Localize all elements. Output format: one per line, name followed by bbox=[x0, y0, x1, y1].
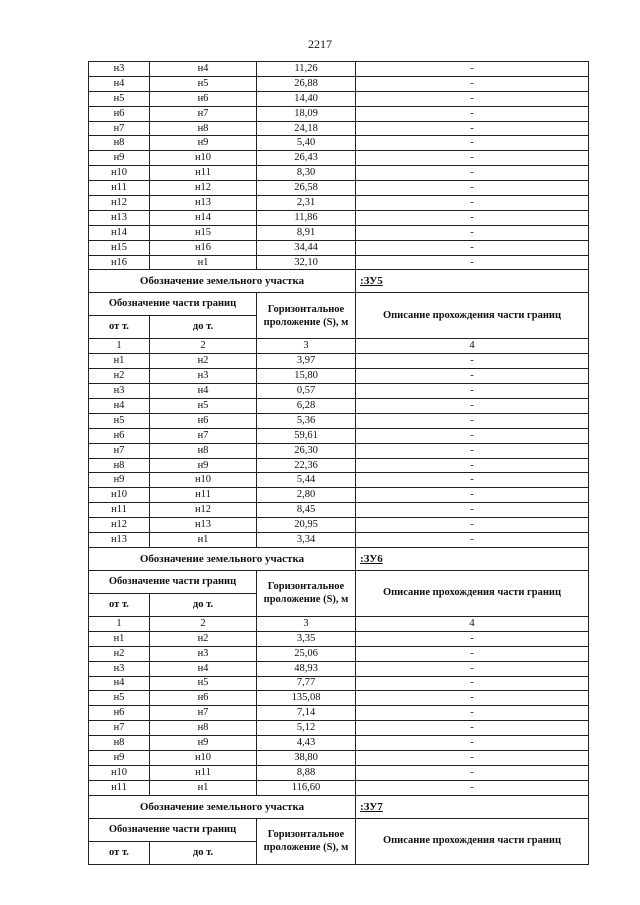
table-row bbox=[89, 646, 589, 661]
to-point-cell: н13 bbox=[150, 518, 257, 533]
description-cell: - bbox=[356, 166, 589, 181]
to-point-cell: н5 bbox=[150, 76, 257, 91]
to-point-cell: н4 bbox=[150, 62, 257, 77]
to-point-cell: н11 bbox=[150, 166, 257, 181]
column-number-row bbox=[89, 616, 589, 631]
to-point-cell: н3 bbox=[150, 369, 257, 384]
to-point-cell: н11 bbox=[150, 488, 257, 503]
from-point-cell: н3 bbox=[89, 384, 150, 399]
description-cell: - bbox=[356, 181, 589, 196]
table-row bbox=[89, 106, 589, 121]
from-point-cell: н11 bbox=[89, 503, 150, 518]
description-cell: - bbox=[356, 399, 589, 414]
distance-cell: 11,86 bbox=[257, 210, 356, 225]
plot-label: Обозначение земельного участка bbox=[89, 270, 356, 293]
to-point-cell: н7 bbox=[150, 706, 257, 721]
distance-cell: 3,97 bbox=[257, 354, 356, 369]
description-header: Описание прохождения части границ bbox=[356, 818, 589, 864]
to-point-cell: н8 bbox=[150, 443, 257, 458]
from-point-cell: н4 bbox=[89, 76, 150, 91]
distance-cell: 5,36 bbox=[257, 413, 356, 428]
from-point-cell: н10 bbox=[89, 765, 150, 780]
to-point-cell: н15 bbox=[150, 225, 257, 240]
column-number: 1 bbox=[89, 616, 150, 631]
horizontal-header: Горизонтальное проложение (S), м bbox=[257, 570, 356, 616]
from-point-cell: н12 bbox=[89, 196, 150, 211]
horizontal-header: Горизонтальное проложение (S), м bbox=[257, 293, 356, 339]
from-point-cell: н5 bbox=[89, 413, 150, 428]
description-header: Описание прохождения части границ bbox=[356, 293, 589, 339]
table-row bbox=[89, 354, 589, 369]
description-cell: - bbox=[356, 428, 589, 443]
table-row bbox=[89, 166, 589, 181]
description-cell: - bbox=[356, 488, 589, 503]
plot-code: :ЗУ6 bbox=[356, 547, 589, 570]
boundary-table-body bbox=[89, 62, 589, 865]
table-row bbox=[89, 240, 589, 255]
horizontal-header: Горизонтальное проложение (S), м bbox=[257, 818, 356, 864]
from-point-cell: н4 bbox=[89, 399, 150, 414]
from-point-cell: н3 bbox=[89, 62, 150, 77]
to-point-cell: н16 bbox=[150, 240, 257, 255]
to-point-cell: н4 bbox=[150, 661, 257, 676]
table-row bbox=[89, 443, 589, 458]
description-cell: - bbox=[356, 443, 589, 458]
distance-cell: 2,80 bbox=[257, 488, 356, 503]
table-row bbox=[89, 428, 589, 443]
distance-cell: 3,35 bbox=[257, 631, 356, 646]
description-cell: - bbox=[356, 721, 589, 736]
description-cell: - bbox=[356, 533, 589, 548]
distance-cell: 116,60 bbox=[257, 780, 356, 795]
table-row bbox=[89, 661, 589, 676]
description-cell: - bbox=[356, 225, 589, 240]
from-point-cell: н3 bbox=[89, 661, 150, 676]
to-point-cell: н6 bbox=[150, 413, 257, 428]
plot-title-row bbox=[89, 270, 589, 293]
to-point-cell: н1 bbox=[150, 780, 257, 795]
from-point-cell: н8 bbox=[89, 458, 150, 473]
from-point-cell: н8 bbox=[89, 736, 150, 751]
from-point-header: от т. bbox=[89, 593, 150, 616]
table-row bbox=[89, 369, 589, 384]
distance-cell: 135,08 bbox=[257, 691, 356, 706]
description-header: Описание прохождения части границ bbox=[356, 570, 589, 616]
distance-cell: 15,80 bbox=[257, 369, 356, 384]
to-point-cell: н10 bbox=[150, 473, 257, 488]
distance-cell: 38,80 bbox=[257, 750, 356, 765]
to-point-cell: н11 bbox=[150, 765, 257, 780]
distance-cell: 24,18 bbox=[257, 121, 356, 136]
table-row bbox=[89, 706, 589, 721]
plot-label: Обозначение земельного участка bbox=[89, 795, 356, 818]
distance-cell: 5,40 bbox=[257, 136, 356, 151]
from-point-cell: н9 bbox=[89, 750, 150, 765]
description-cell: - bbox=[356, 706, 589, 721]
table-row bbox=[89, 196, 589, 211]
to-point-cell: н5 bbox=[150, 399, 257, 414]
description-cell: - bbox=[356, 473, 589, 488]
to-point-header: до т. bbox=[150, 316, 257, 339]
description-cell: - bbox=[356, 62, 589, 77]
from-point-cell: н10 bbox=[89, 166, 150, 181]
description-cell: - bbox=[356, 765, 589, 780]
table-row bbox=[89, 533, 589, 548]
table-row bbox=[89, 225, 589, 240]
distance-cell: 20,95 bbox=[257, 518, 356, 533]
table-row bbox=[89, 384, 589, 399]
distance-cell: 11,26 bbox=[257, 62, 356, 77]
description-cell: - bbox=[356, 76, 589, 91]
to-point-cell: н10 bbox=[150, 750, 257, 765]
distance-cell: 3,34 bbox=[257, 533, 356, 548]
distance-cell: 8,88 bbox=[257, 765, 356, 780]
from-point-cell: н7 bbox=[89, 721, 150, 736]
table-row bbox=[89, 151, 589, 166]
from-point-cell: н4 bbox=[89, 676, 150, 691]
header-row bbox=[89, 293, 589, 316]
distance-cell: 14,40 bbox=[257, 91, 356, 106]
description-cell: - bbox=[356, 91, 589, 106]
table-row bbox=[89, 62, 589, 77]
part-designation-header: Обозначение части границ bbox=[89, 818, 257, 841]
distance-cell: 0,57 bbox=[257, 384, 356, 399]
distance-cell: 5,12 bbox=[257, 721, 356, 736]
description-cell: - bbox=[356, 646, 589, 661]
description-cell: - bbox=[356, 369, 589, 384]
description-cell: - bbox=[356, 458, 589, 473]
from-point-cell: н10 bbox=[89, 488, 150, 503]
to-point-cell: н2 bbox=[150, 354, 257, 369]
description-cell: - bbox=[356, 136, 589, 151]
from-point-cell: н5 bbox=[89, 91, 150, 106]
distance-cell: 26,30 bbox=[257, 443, 356, 458]
from-point-header: от т. bbox=[89, 841, 150, 864]
distance-cell: 8,91 bbox=[257, 225, 356, 240]
table-row bbox=[89, 473, 589, 488]
distance-cell: 22,36 bbox=[257, 458, 356, 473]
to-point-cell: н9 bbox=[150, 736, 257, 751]
from-point-cell: н7 bbox=[89, 121, 150, 136]
table-row bbox=[89, 750, 589, 765]
boundary-table-wrapper bbox=[88, 61, 588, 865]
from-point-cell: н6 bbox=[89, 106, 150, 121]
table-row bbox=[89, 255, 589, 270]
header-row bbox=[89, 818, 589, 841]
table-row bbox=[89, 721, 589, 736]
from-point-cell: н1 bbox=[89, 354, 150, 369]
to-point-cell: н5 bbox=[150, 676, 257, 691]
table-row bbox=[89, 91, 589, 106]
table-row bbox=[89, 210, 589, 225]
to-point-cell: н8 bbox=[150, 121, 257, 136]
description-cell: - bbox=[356, 518, 589, 533]
part-designation-header: Обозначение части границ bbox=[89, 570, 257, 593]
to-point-cell: н1 bbox=[150, 533, 257, 548]
distance-cell: 7,14 bbox=[257, 706, 356, 721]
from-point-cell: н9 bbox=[89, 473, 150, 488]
description-cell: - bbox=[356, 503, 589, 518]
distance-cell: 5,44 bbox=[257, 473, 356, 488]
table-row bbox=[89, 488, 589, 503]
distance-cell: 4,43 bbox=[257, 736, 356, 751]
column-number: 4 bbox=[356, 339, 589, 354]
column-number: 2 bbox=[150, 616, 257, 631]
from-point-cell: н2 bbox=[89, 369, 150, 384]
description-cell: - bbox=[356, 255, 589, 270]
from-point-cell: н7 bbox=[89, 443, 150, 458]
description-cell: - bbox=[356, 780, 589, 795]
table-row bbox=[89, 503, 589, 518]
distance-cell: 59,61 bbox=[257, 428, 356, 443]
table-row bbox=[89, 518, 589, 533]
table-row bbox=[89, 413, 589, 428]
from-point-cell: н6 bbox=[89, 428, 150, 443]
to-point-header: до т. bbox=[150, 841, 257, 864]
to-point-cell: н6 bbox=[150, 91, 257, 106]
from-point-cell: н11 bbox=[89, 181, 150, 196]
distance-cell: 32,10 bbox=[257, 255, 356, 270]
table-row bbox=[89, 399, 589, 414]
from-point-cell: н9 bbox=[89, 151, 150, 166]
to-point-cell: н9 bbox=[150, 458, 257, 473]
table-row bbox=[89, 121, 589, 136]
from-point-cell: н15 bbox=[89, 240, 150, 255]
to-point-cell: н7 bbox=[150, 428, 257, 443]
description-cell: - bbox=[356, 631, 589, 646]
description-cell: - bbox=[356, 354, 589, 369]
table-row bbox=[89, 631, 589, 646]
table-row bbox=[89, 76, 589, 91]
to-point-cell: н12 bbox=[150, 181, 257, 196]
to-point-cell: н9 bbox=[150, 136, 257, 151]
distance-cell: 26,88 bbox=[257, 76, 356, 91]
column-number: 2 bbox=[150, 339, 257, 354]
from-point-cell: н12 bbox=[89, 518, 150, 533]
table-row bbox=[89, 736, 589, 751]
to-point-header: до т. bbox=[150, 593, 257, 616]
from-point-cell: н13 bbox=[89, 210, 150, 225]
table-row bbox=[89, 181, 589, 196]
description-cell: - bbox=[356, 240, 589, 255]
from-point-cell: н1 bbox=[89, 631, 150, 646]
plot-label: Обозначение земельного участка bbox=[89, 547, 356, 570]
from-point-cell: н8 bbox=[89, 136, 150, 151]
description-cell: - bbox=[356, 661, 589, 676]
table-row bbox=[89, 780, 589, 795]
column-number: 1 bbox=[89, 339, 150, 354]
description-cell: - bbox=[356, 210, 589, 225]
distance-cell: 8,30 bbox=[257, 166, 356, 181]
plot-title-row bbox=[89, 547, 589, 570]
plot-title-row bbox=[89, 795, 589, 818]
distance-cell: 8,45 bbox=[257, 503, 356, 518]
part-designation-header: Обозначение части границ bbox=[89, 293, 257, 316]
description-cell: - bbox=[356, 413, 589, 428]
to-point-cell: н10 bbox=[150, 151, 257, 166]
column-number-row bbox=[89, 339, 589, 354]
to-point-cell: н12 bbox=[150, 503, 257, 518]
description-cell: - bbox=[356, 384, 589, 399]
to-point-cell: н13 bbox=[150, 196, 257, 211]
to-point-cell: н2 bbox=[150, 631, 257, 646]
description-cell: - bbox=[356, 750, 589, 765]
table-row bbox=[89, 691, 589, 706]
table-row bbox=[89, 676, 589, 691]
to-point-cell: н8 bbox=[150, 721, 257, 736]
page-number: 2217 bbox=[308, 37, 332, 51]
distance-cell: 2,31 bbox=[257, 196, 356, 211]
boundary-table bbox=[88, 61, 589, 865]
from-point-cell: н16 bbox=[89, 255, 150, 270]
table-row bbox=[89, 458, 589, 473]
description-cell: - bbox=[356, 106, 589, 121]
to-point-cell: н3 bbox=[150, 646, 257, 661]
description-cell: - bbox=[356, 196, 589, 211]
distance-cell: 7,77 bbox=[257, 676, 356, 691]
description-cell: - bbox=[356, 151, 589, 166]
plot-code: :ЗУ5 bbox=[356, 270, 589, 293]
distance-cell: 26,43 bbox=[257, 151, 356, 166]
from-point-cell: н6 bbox=[89, 706, 150, 721]
header-row bbox=[89, 570, 589, 593]
from-point-cell: н13 bbox=[89, 533, 150, 548]
plot-code: :ЗУ7 bbox=[356, 795, 589, 818]
from-point-cell: н11 bbox=[89, 780, 150, 795]
from-point-header: от т. bbox=[89, 316, 150, 339]
table-row bbox=[89, 765, 589, 780]
table-row bbox=[89, 136, 589, 151]
distance-cell: 34,44 bbox=[257, 240, 356, 255]
distance-cell: 18,09 bbox=[257, 106, 356, 121]
description-cell: - bbox=[356, 676, 589, 691]
column-number: 3 bbox=[257, 616, 356, 631]
distance-cell: 26,58 bbox=[257, 181, 356, 196]
to-point-cell: н6 bbox=[150, 691, 257, 706]
to-point-cell: н4 bbox=[150, 384, 257, 399]
column-number: 3 bbox=[257, 339, 356, 354]
to-point-cell: н1 bbox=[150, 255, 257, 270]
to-point-cell: н7 bbox=[150, 106, 257, 121]
from-point-cell: н2 bbox=[89, 646, 150, 661]
column-number: 4 bbox=[356, 616, 589, 631]
distance-cell: 6,28 bbox=[257, 399, 356, 414]
from-point-cell: н14 bbox=[89, 225, 150, 240]
description-cell: - bbox=[356, 736, 589, 751]
from-point-cell: н5 bbox=[89, 691, 150, 706]
distance-cell: 48,93 bbox=[257, 661, 356, 676]
to-point-cell: н14 bbox=[150, 210, 257, 225]
description-cell: - bbox=[356, 691, 589, 706]
distance-cell: 25,06 bbox=[257, 646, 356, 661]
description-cell: - bbox=[356, 121, 589, 136]
